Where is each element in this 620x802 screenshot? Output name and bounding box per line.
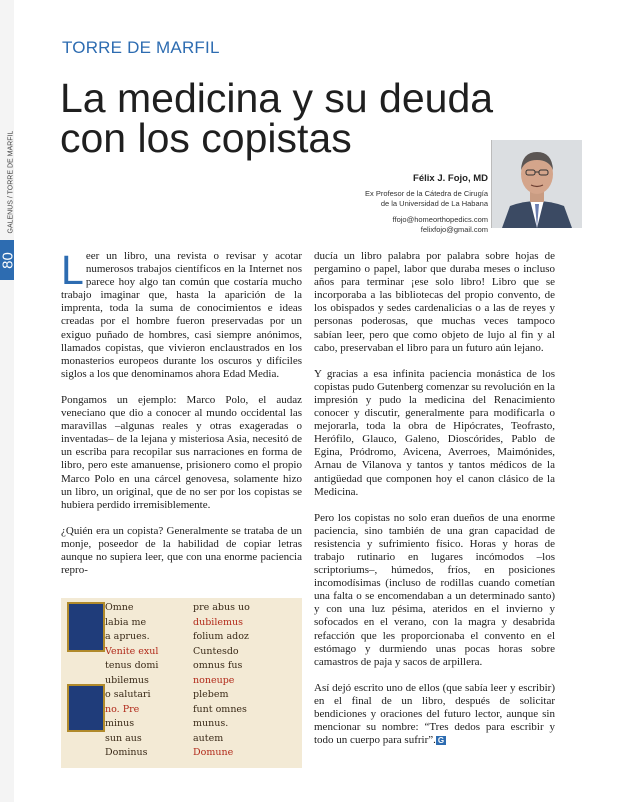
page-number: 80 <box>0 252 17 269</box>
page-number-badge <box>0 240 17 280</box>
author-email-2[interactable]: felixfojo@gmail.com <box>420 225 488 234</box>
ms-line: ubilemus <box>105 674 149 686</box>
ms-line: Dominus <box>105 747 148 758</box>
ms-line: pre abus uo <box>193 602 250 613</box>
paragraph-5: Y gracias a esa infinita paciencia monástica de los copistas pudo Gutenberg comenzar su revolución en la impresión y pudo la medicina del Renacimiento conocer y discutir, generalmente para modificarla o mejorarla, toda la obra de Hipócrates, Teofrasto, Herófilo, Glauco, Galeno, Dioscórides, Pablo de Egina, Pródromo, Avicena, Averroes, Maimónides, Arnau de Vilanova y tantos y tantos médicos de la antigüedad que componen hoy el canon clásico de la Medicina. <box>314 367 555 498</box>
ms-line: dubilemus <box>193 616 243 628</box>
author-email-1[interactable]: ffojo@homeorthopedics.com <box>392 215 488 224</box>
ms-line: a aprues. <box>105 631 150 642</box>
author-emails <box>365 215 488 235</box>
manuscript-right-column <box>193 601 297 761</box>
ms-line: noneupe <box>193 674 235 686</box>
ms-line: Domune <box>193 747 234 758</box>
paragraph-1 <box>61 247 302 381</box>
ms-line: minus <box>105 718 135 729</box>
running-header-vertical <box>3 130 15 240</box>
ms-line: autem <box>193 732 224 744</box>
manuscript-left-column <box>105 601 181 761</box>
ms-line: Cuntesdo <box>193 645 239 657</box>
paragraph-7-text: Así dejó escrito uno de ellos (que sabía leer y escribir) en el final de un libro, después de solicitar bendiciones y oraciones del futuro lector, aunque sin mencionar su nombre: “Tres dedos para escribir y todo un cuerpo para sufrir”. <box>314 681 555 747</box>
ms-line: plebem <box>193 689 229 700</box>
end-mark-icon: G <box>437 736 445 746</box>
ms-line: folium adoz <box>193 631 249 642</box>
article-title: La medicina y su deuda con los copistas <box>60 75 494 161</box>
paragraph-4: ducía un libro palabra por palabra sobre hojas de pergamino o papel, labor que duraba meses o incluso años para terminar ¡ese solo libro! Libro que se incorporaba a las bibliotecas del propio convento, de los obispados y sedes cardenalicias o a las de reyes y personas poderosas, que muchas veces tampoco sabían leer, pero que como objeto de lujo al fin y al cabo, preservaban el libro para un futuro aún lejano. <box>314 250 555 354</box>
section-label: TORRE DE MARFIL <box>62 38 220 57</box>
paragraph-2: Pongamos un ejemplo: Marco Polo, el audaz veneciano que dio a conocer al mundo occidental las maravillas –algunas reales y otras exageradas o inventadas– de la lejana y misteriosa Asia, necesitó de un escriba para recopilar sus narraciones en forma de libro, pero este amanuense, prisionero como el propio Marco Polo en una cárcel genovesa, solamente hizo un libro, un original, que de no ser por los copistas se hubiera perdido irremisiblemente. <box>61 393 302 511</box>
ms-line: munus. <box>193 718 229 729</box>
ms-line: tenus domi <box>105 660 159 671</box>
author-role-line1: Ex Profesor de la Cátedra de Cirugía <box>365 189 488 198</box>
ms-line: funt omnes <box>193 703 247 715</box>
paragraph-3: ¿Quién era un copista? Generalmente se trataba de un monje, poseedor de la habilidad de copiar letras aunque no supiera leer, que con una enorme paciencia repro- <box>61 524 302 577</box>
ms-line: Venite exul <box>105 645 159 657</box>
author-block <box>365 173 488 235</box>
body-column-right <box>314 250 555 760</box>
ms-line: omnus fus <box>193 660 243 671</box>
side-label-text: GALENUS / TORRE DE MARFIL <box>7 130 15 234</box>
ms-line: Omne <box>105 602 134 613</box>
paragraph-7 <box>314 682 555 747</box>
paragraph-1-text: eer un libro, una revista o revisar y acotar numerosos trabajos científicos en la Internet nos parece hoy algo tan común que costaría mucho trabajo imaginar que, hasta la aparición de la imprenta, toda la suma de conocimientos e ideas creadas por el hombre fueron preservadas por un exiguo puñado de hombres, casi siempre anónimos, llamados copistas, que vivieron enclaustrados en los monasterios europeos durante los oscuros y difíciles siglos a los que denominamos ahora Edad Media. <box>61 250 302 380</box>
author-name: Félix J. Fojo, MD <box>413 173 488 184</box>
illuminated-initial-1 <box>67 602 105 652</box>
ms-line: o salutari <box>105 689 151 700</box>
author-photo <box>491 140 582 228</box>
body-column-left <box>61 247 302 590</box>
illuminated-initial-2 <box>67 684 105 732</box>
manuscript-illustration <box>61 598 302 768</box>
ms-line: labia me <box>105 616 147 628</box>
paragraph-6: Pero los copistas no solo eran dueños de una enorme paciencia, sino también de una gran capacidad de resistencia y sufrimiento físico. Horas y horas de trabajo rutinario en lugares incómodos –los scriptoriums–, húmedos, fríos, en posiciones incomodísimas (incluso de rodillas cuando cometían una falta o se encomendaban a un determinado santo) y con una luz pésima, ateridos en el invierno y sofocados en el verano, con la magra y desabrida refacción que les proporcionaba el convento en el estómago y durmiendo unas pocas horas sobre camastros de paja y sacos de arpillera. <box>314 511 555 668</box>
left-margin-bar <box>0 0 14 802</box>
author-role-line2: de la Universidad de La Habana <box>380 199 488 208</box>
ms-line: no. Pre <box>105 703 140 715</box>
author-role <box>365 189 488 209</box>
drop-cap: L <box>61 247 84 293</box>
ms-line: sun aus <box>105 732 142 744</box>
